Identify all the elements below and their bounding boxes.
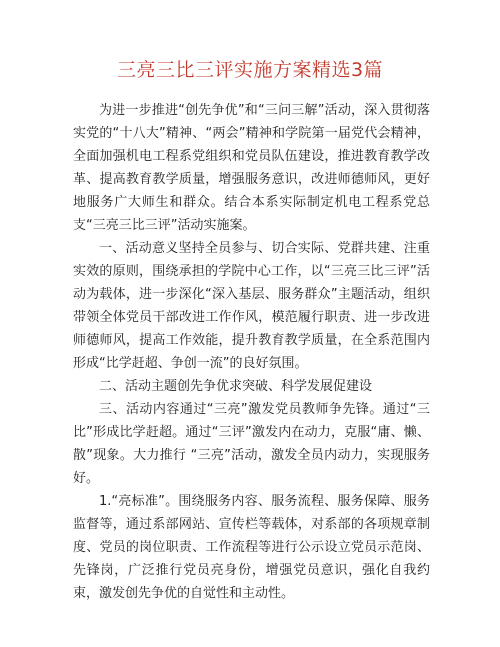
paragraph-section-3: 三、活动内容通过“三亮”激发党员教师争先锋。通过“三比”形成比学赶超。通过“三评”激发内在动力，克服“庸、懒、散”现象。大力推行 “三亮”活动，激发全员内动力，实现服务好。 (73, 402, 430, 486)
paragraph-section-2: 二、活动主题创先争优求突破、科学发展促建设 (99, 379, 373, 394)
paragraph-section-1: 一、活动意义坚持全员参与、切合实际、党群共建、注重实效的原则，围绕承担的学院中心工作，以“三亮三比三评”活动为载体，进一步深化“深入基层、服务群众”主题活动，组织带领全体党员干部改进工作作风，模范履行职责、进一步改进师德师风，提高工作效能，提升教育教学质量，在全系范围内形成“比学赶超、争创一流”的良好氛围。 (73, 241, 430, 371)
paragraph-item-1: 1.“亮标准”。围绕服务内容、服务流程、服务保障、服务监督等，通过系部网站、宣传栏等载体，对系部的各项规章制度、党员的岗位职责、工作流程等进行公示设立党员示范岗、先锋岗，广泛推行党员亮身份，增强党员意识，强化自我约束，激发创先争优的自觉性和主动性。 (73, 494, 430, 601)
document-title: 三亮三比三评实施方案精选3篇 (116, 59, 384, 81)
paragraph-intro: 为进一步推进“创先争优”和“三问三解”活动，深入贯彻落实党的“十八大”精神、“两会”精神和学院第一届党代会精神，全面加强机电工程系党组织和党员队伍建设，推进教育教学改革、提高教育教学质量，增强服务意识，改进师德师风，更好地服务广大师生和群众。结合本系实际制定机电工程系党总支“三亮三比三评”活动实施案。 (73, 103, 430, 233)
document-body (73, 99, 430, 605)
